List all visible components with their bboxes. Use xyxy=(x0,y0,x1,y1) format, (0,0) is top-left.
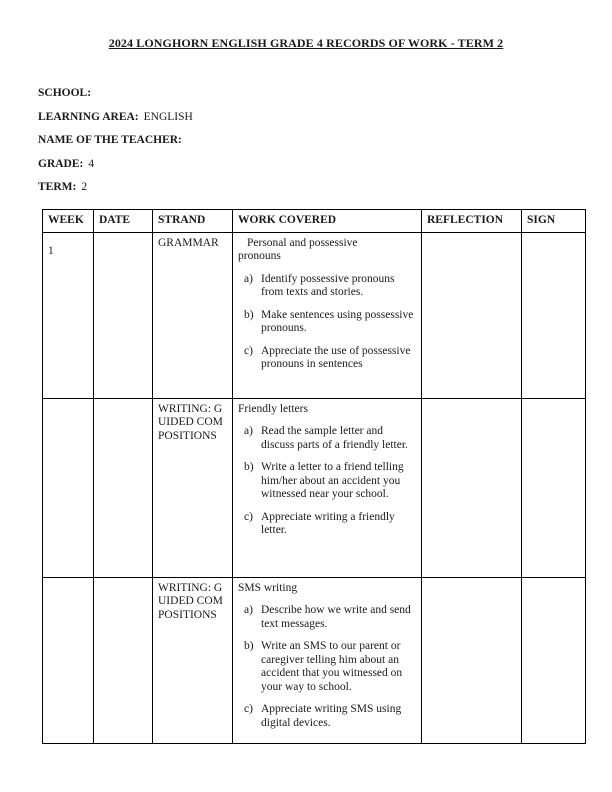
item-marker: a) xyxy=(244,272,253,285)
strand-value: GRAMMAR xyxy=(158,236,219,249)
work-covered-list-item xyxy=(244,511,416,538)
info-line-teacher xyxy=(38,134,574,147)
work-covered-cell xyxy=(233,232,422,398)
teacher-label: NAME OF THE TEACHER: xyxy=(38,134,182,146)
table-body xyxy=(43,232,586,743)
strand-value: WRITING: GUIDED COMPOSITIONS xyxy=(158,581,223,621)
strand-cell xyxy=(153,398,233,577)
info-line-school xyxy=(38,87,574,100)
info-line-learning-area xyxy=(38,111,574,124)
work-covered-list-item xyxy=(244,604,416,631)
item-marker: a) xyxy=(244,425,253,437)
work-covered-title: SMS writing xyxy=(238,581,298,594)
info-line-grade xyxy=(38,158,574,171)
item-text: Appreciate writing SMS using digital devices. xyxy=(261,703,402,729)
term-label: TERM: xyxy=(38,181,77,193)
item-text: Write an SMS to our parent or caregiver telling him about an accident that you witnessed on your way to school. xyxy=(261,640,403,693)
learning-area-value: ENGLISH xyxy=(143,110,193,123)
work-covered-cell xyxy=(233,398,422,577)
work-covered-list-item xyxy=(244,345,416,372)
item-text: Describe how we write and send text messages. xyxy=(261,604,411,630)
records-of-work-table xyxy=(42,209,586,744)
item-text: Identify possessive pronouns from texts and stories. xyxy=(261,272,395,298)
column-header-strand: STRAND xyxy=(153,210,233,233)
work-covered-list-item xyxy=(244,309,416,336)
reflection-cell xyxy=(422,232,522,398)
info-line-term xyxy=(38,181,574,194)
grade-label: GRADE: xyxy=(38,157,84,170)
work-covered-list-item xyxy=(244,273,416,300)
column-header-week: WEEK xyxy=(43,210,94,233)
work-covered-list-item xyxy=(244,640,416,694)
column-header-work-covered: WORK COVERED xyxy=(233,210,422,233)
table-row xyxy=(43,577,586,743)
item-marker: b) xyxy=(244,461,254,473)
strand-cell xyxy=(153,577,233,743)
work-covered-list-item xyxy=(244,703,416,730)
document-title: 2024 LONGHORN ENGLISH GRADE 4 RECORDS OF WORK - TERM 2 xyxy=(108,36,504,50)
learning-area-label: LEARNING AREA: xyxy=(38,110,139,123)
week-cell xyxy=(43,577,94,743)
date-cell xyxy=(94,398,153,577)
work-covered-list-item xyxy=(244,461,416,502)
strand-value: WRITING: GUIDED COMPOSITIONS xyxy=(158,402,223,442)
item-text: Write a letter to a friend telling him/her about an accident you witnessed near your school. xyxy=(261,461,404,500)
reflection-cell xyxy=(422,398,522,577)
item-text: Appreciate the use of possessive pronouns in sentences xyxy=(261,344,411,370)
item-text: Make sentences using possessive pronouns. xyxy=(261,308,414,334)
column-header-reflection: REFLECTION xyxy=(422,210,522,233)
strand-cell xyxy=(153,232,233,398)
table-row xyxy=(43,232,586,398)
info-block xyxy=(38,87,574,205)
term-value: 2 xyxy=(81,181,88,193)
item-marker: c) xyxy=(244,344,253,357)
week-value: 1 xyxy=(48,244,54,257)
column-header-sign: SIGN xyxy=(522,210,586,233)
week-cell xyxy=(43,398,94,577)
table-row xyxy=(43,398,586,577)
work-covered-title: Personal and possessive pronouns xyxy=(238,236,358,262)
work-covered-cell xyxy=(233,577,422,743)
reflection-cell xyxy=(422,577,522,743)
item-text: Read the sample letter and discuss parts of a friendly letter. xyxy=(261,425,408,451)
week-cell xyxy=(43,232,94,398)
date-cell xyxy=(94,232,153,398)
sign-cell xyxy=(522,398,586,577)
item-marker: b) xyxy=(244,640,254,652)
item-marker: c) xyxy=(244,703,253,715)
work-covered-title: Friendly letters xyxy=(238,402,308,415)
date-cell xyxy=(94,577,153,743)
grade-value: 4 xyxy=(88,157,95,170)
item-text: Appreciate writing a friendly letter. xyxy=(261,510,395,536)
table-header-row xyxy=(43,210,586,233)
school-label: SCHOOL: xyxy=(38,87,92,99)
item-marker: a) xyxy=(244,604,253,616)
sign-cell xyxy=(522,232,586,398)
work-covered-list-item xyxy=(244,425,416,452)
column-header-date: DATE xyxy=(94,210,153,233)
sign-cell xyxy=(522,577,586,743)
item-marker: b) xyxy=(244,308,254,321)
item-marker: c) xyxy=(244,510,253,523)
